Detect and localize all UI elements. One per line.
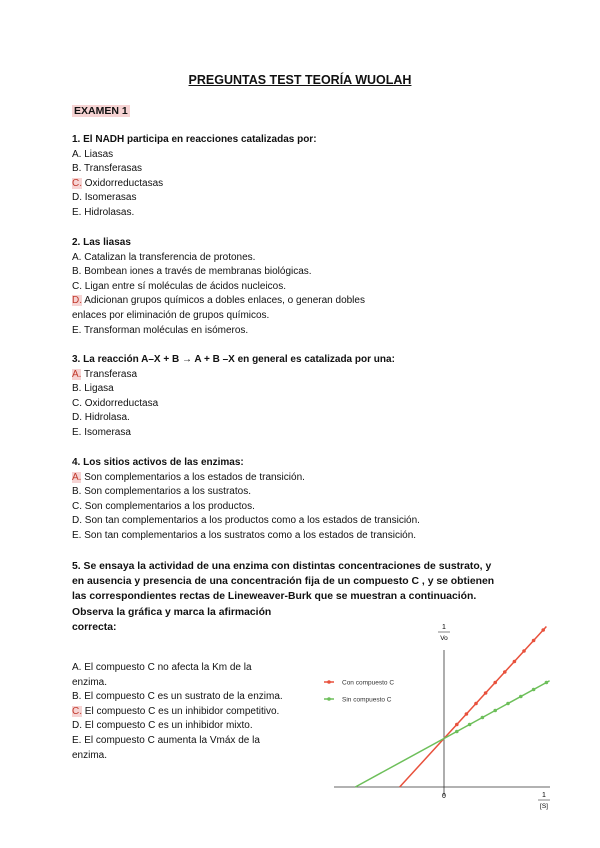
option-text: Ligasa <box>81 383 114 395</box>
question-2 <box>72 236 365 338</box>
data-point <box>541 628 545 632</box>
data-point <box>468 723 472 727</box>
option-letter: E. <box>72 206 82 218</box>
option-letter: B. <box>72 163 82 175</box>
option-text: Adicionan grupos químicos a dobles enlaces, o generan dobles <box>82 295 365 307</box>
option-letter: E. <box>72 324 82 336</box>
legend <box>324 680 394 704</box>
x-label-denominator: [S] <box>540 803 548 810</box>
data-point <box>532 688 536 692</box>
data-point <box>493 681 497 685</box>
data-point <box>455 723 459 727</box>
option-letter: D. <box>72 720 82 732</box>
answer-option <box>72 324 365 339</box>
question-1 <box>72 133 317 221</box>
data-point <box>493 709 497 713</box>
data-point <box>506 702 510 706</box>
option-text: El compuesto C no afecta la Km de la <box>81 662 252 673</box>
origin-label: 0 <box>442 793 446 800</box>
data-point <box>519 695 523 699</box>
option-letter: B. <box>72 383 82 395</box>
option-letter: C. <box>72 280 82 292</box>
answer-option <box>72 280 365 295</box>
legend-label-con: Con compuesto C <box>342 679 395 687</box>
option-letter: C. <box>72 397 82 409</box>
question-5-options <box>72 661 312 763</box>
option-letter: B. <box>72 486 82 498</box>
answer-option <box>72 368 395 383</box>
data-point <box>522 649 526 653</box>
option-text: Transferasas <box>81 163 143 175</box>
option-text: enlaces por eliminación de grupos químicos. <box>72 309 270 321</box>
question-text: 4. Los sitios activos de las enzimas: <box>72 457 244 468</box>
answer-option <box>72 294 365 309</box>
answer-option <box>72 177 317 192</box>
option-text: El compuesto C es un sustrato de la enzima. <box>81 691 283 703</box>
option-text: El compuesto C es un inhibidor competitivo. <box>82 705 280 717</box>
answer-option <box>72 191 317 206</box>
plot-area <box>355 627 549 788</box>
answer-option <box>72 500 420 515</box>
answer-option <box>72 471 420 486</box>
question-text: 3. La reacción A–X + B → A + B –X en general es catalizada por una: <box>72 354 395 365</box>
answer-option <box>72 734 312 749</box>
data-point <box>481 716 485 720</box>
q5-line: correcta: <box>72 621 117 633</box>
option-letter: E. <box>72 529 82 541</box>
answer-option <box>72 705 312 720</box>
option-text: Hidrolasas. <box>81 206 135 218</box>
legend-marker-sin <box>327 697 331 701</box>
option-text: Hidrolasa. <box>82 412 130 424</box>
answer-option <box>72 206 317 221</box>
option-letter: A. <box>72 148 82 160</box>
x-label-numerator: 1 <box>542 792 546 799</box>
q5-line: 5. Se ensaya la actividad de una enzima con distintas concentraciones de sustrato, y <box>72 561 492 572</box>
data-point <box>532 639 536 643</box>
exam-heading: EXAMEN 1 <box>74 105 128 117</box>
answer-option <box>72 514 420 529</box>
option-text: Son complementarios a los estados de transición. <box>81 471 305 483</box>
option-letter: D. <box>72 192 82 204</box>
option-text: Oxidorreductasas <box>82 177 164 189</box>
legend-label-sin: Sin compuesto C <box>342 696 392 704</box>
answer-option <box>72 251 365 266</box>
option-letter: B. <box>72 266 82 278</box>
option-text: Transferasa <box>81 368 138 380</box>
q5-line: las correspondientes rectas de Lineweaver-Burk que se muestran a continuación. <box>72 591 477 603</box>
answer-option <box>72 749 312 764</box>
data-point <box>474 702 478 706</box>
option-text: enzima. <box>72 749 108 761</box>
answer-option <box>72 265 365 280</box>
option-letter: C. <box>72 177 82 189</box>
data-point <box>503 670 507 674</box>
option-text: Catalizan la transferencia de protones. <box>81 251 256 263</box>
lineweaver-burk-chart <box>320 618 560 818</box>
question-3 <box>72 353 395 441</box>
option-text: Bombean iones a través de membranas biológicas. <box>81 266 312 278</box>
option-letter: E. <box>72 426 82 438</box>
question-text: 2. Las liasas <box>72 237 131 248</box>
answer-option <box>72 661 312 676</box>
data-point <box>484 691 488 695</box>
option-text: Son tan complementarios a los productos como a los estados de transición. <box>82 515 420 527</box>
question-4 <box>72 456 420 544</box>
option-letter: D. <box>72 295 82 307</box>
option-text: El compuesto C es un inhibidor mixto. <box>82 720 253 732</box>
answer-option <box>72 309 365 324</box>
option-text: Ligan entre sí moléculas de ácidos nucleicos. <box>82 280 287 292</box>
legend-marker-con <box>327 680 331 684</box>
option-letter: C. <box>72 705 82 717</box>
option-text: El compuesto C aumenta la Vmáx de la <box>81 734 260 746</box>
option-text: Transforman moléculas en isómeros. <box>81 324 249 336</box>
option-letter: D. <box>72 412 82 424</box>
option-letter: A. <box>72 251 82 263</box>
answer-option <box>72 719 312 734</box>
answer-option <box>72 529 420 544</box>
option-text: Son complementarios a los productos. <box>82 500 255 512</box>
data-point <box>455 730 459 734</box>
option-letter: D. <box>72 515 82 527</box>
answer-option <box>72 397 395 412</box>
data-point <box>465 712 469 716</box>
answer-option <box>72 676 312 691</box>
y-label-denominator: Vo <box>440 635 448 642</box>
q5-line: en ausencia y presencia de una concentración fija de un compuesto C , y se obtienen <box>72 576 495 588</box>
option-text: Isomerasas <box>82 192 137 204</box>
option-letter: E. <box>72 734 82 746</box>
option-text: enzima. <box>72 676 108 688</box>
option-text: Son complementarios a los sustratos. <box>81 486 251 498</box>
answer-option <box>72 382 395 397</box>
answer-option <box>72 148 317 163</box>
option-letter: A. <box>72 368 82 380</box>
answer-option <box>72 162 317 177</box>
page-title: PREGUNTAS TEST TEORÍA WUOLAH <box>188 73 412 87</box>
data-point <box>545 681 549 685</box>
answer-option <box>72 411 395 426</box>
option-text: Isomerasa <box>81 426 131 438</box>
y-label-numerator: 1 <box>442 624 446 631</box>
answer-option <box>72 690 312 705</box>
data-point <box>513 660 517 664</box>
option-letter: C. <box>72 500 82 512</box>
option-letter: A. <box>72 662 82 673</box>
option-letter: B. <box>72 691 82 703</box>
answer-option <box>72 426 395 441</box>
option-text: Oxidorreductasa <box>82 397 159 409</box>
question-text: 1. El NADH participa en reacciones catalizadas por: <box>72 134 317 145</box>
option-text: Liasas <box>81 148 114 160</box>
option-text: Son tan complementarios a los sustratos como a los estados de transición. <box>81 529 417 541</box>
option-letter: A. <box>72 471 82 483</box>
q5-line: Observa la gráfica y marca la afirmación <box>72 606 272 618</box>
answer-option <box>72 485 420 500</box>
